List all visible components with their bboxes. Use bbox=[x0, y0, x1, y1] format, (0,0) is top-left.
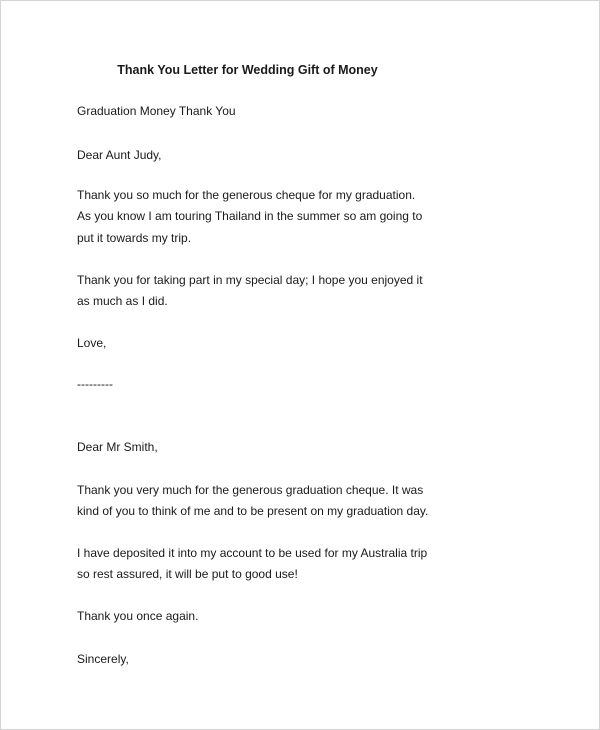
letter2-paragraph3: Thank you once again. bbox=[77, 609, 199, 623]
letter1-paragraph2-line1: Thank you for taking part in my special day; I hope you enjoyed it bbox=[77, 273, 423, 287]
document-subtitle: Graduation Money Thank You bbox=[77, 104, 236, 118]
letter1-paragraph1-line1: Thank you so much for the generous cheque for my graduation. bbox=[77, 188, 416, 202]
letter1-signature: --------- bbox=[77, 377, 113, 391]
letter2-paragraph2-line2: so rest assured, it will be put to good use! bbox=[77, 567, 298, 581]
letter1-paragraph1-line3: put it towards my trip. bbox=[77, 231, 192, 245]
letter2-salutation: Dear Mr Smith, bbox=[77, 440, 158, 454]
letter1-closing: Love, bbox=[77, 336, 107, 350]
letter1-salutation: Dear Aunt Judy, bbox=[77, 148, 162, 162]
letter2-paragraph2-line1: I have deposited it into my account to be used for my Australia trip bbox=[77, 546, 428, 560]
letter2-paragraph1-line2: kind of you to think of me and to be present on my graduation day. bbox=[77, 504, 429, 518]
letter1-paragraph1-line2: As you know I am touring Thailand in the summer so am going to bbox=[77, 209, 423, 223]
document-title: Thank You Letter for Wedding Gift of Money bbox=[117, 63, 378, 77]
letter2-closing: Sincerely, bbox=[77, 652, 129, 666]
letter1-paragraph2-line2: as much as I did. bbox=[77, 294, 168, 308]
letter2-paragraph1-line1: Thank you very much for the generous graduation cheque. It was bbox=[77, 483, 424, 497]
